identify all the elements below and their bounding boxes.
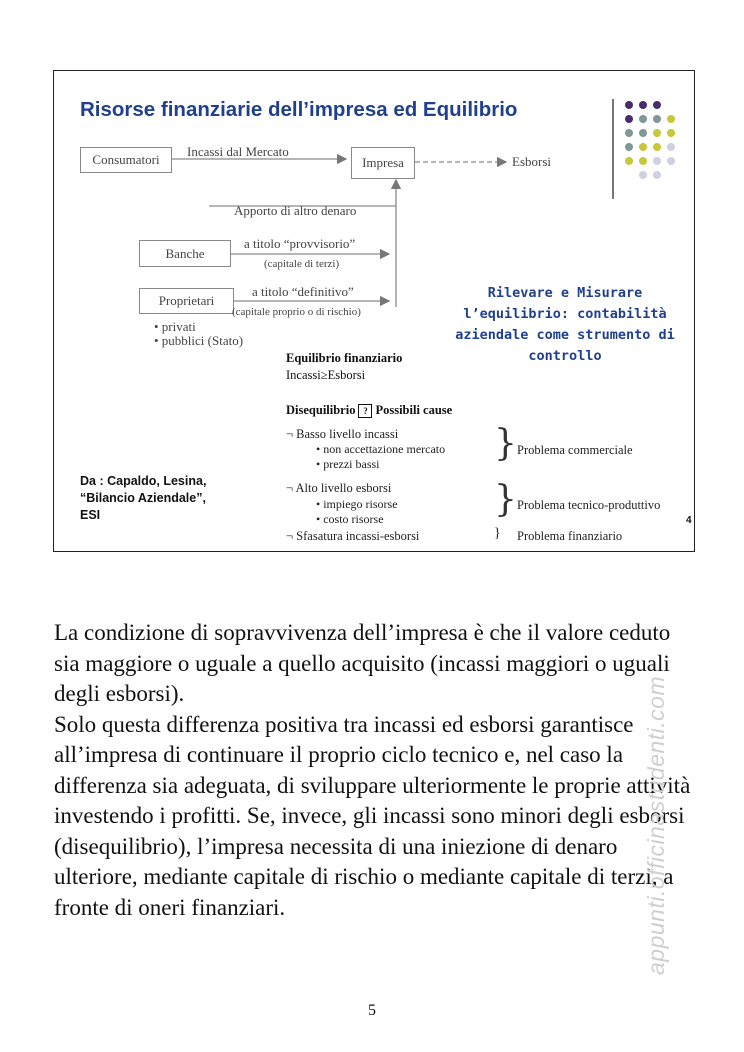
question-box-icon: ? xyxy=(358,404,372,418)
brace-icon: } xyxy=(494,479,517,520)
equilibrium-heading: Equilibrio finanziario xyxy=(286,351,403,365)
body-paragraph: Solo questa differenza positiva tra incassi ed esborsi garantisce all’impresa di continuare il proprio ciclo tecnico e, nel caso la differenza sia adeguata, di sviluppare ulteriormente le proprie attività investendo i profitti. Se, invece, gli incassi sono minori degli esborsi (disequilibrio), l’impresa necessita di una iniezione di denaro ulteriore, mediante capitale di rischio o mediante capitale di terzi, a fronte di oneri finanziari. xyxy=(54,711,691,920)
causes-heading: Possibili cause xyxy=(375,403,453,417)
proprietari-box: Proprietari xyxy=(139,288,234,314)
cause-label: ¬ Basso livello incassi xyxy=(286,427,399,441)
provvisorio-label: a titolo “provvisorio” xyxy=(244,236,356,251)
apporto-label: Apporto di altro denaro xyxy=(234,203,357,218)
slide-image xyxy=(53,70,695,552)
impresa-box: Impresa xyxy=(351,147,415,179)
esborsi-label: Esborsi xyxy=(512,154,551,169)
watermark: appunti.officinastudenti.com xyxy=(643,675,669,975)
cause-subitem: • prezzi bassi xyxy=(316,457,380,471)
problem-label: Problema tecnico-produttivo xyxy=(517,498,661,512)
equilibrium-condition: Incassi≥Esborsi xyxy=(286,368,366,382)
problem-label: Problema commerciale xyxy=(517,443,633,457)
cause-label: ¬ Sfasatura incassi-esborsi xyxy=(286,529,420,543)
banche-box: Banche xyxy=(139,240,231,267)
side-note: Rilevare e Misurare l’equilibrio: contabilità aziendale come strumento di controllo xyxy=(455,285,675,364)
capitale-terzi-label: (capitale di terzi) xyxy=(264,258,340,270)
disequilibrium-heading: Disequilibrio xyxy=(286,403,356,417)
slide-number: 4 xyxy=(686,515,692,526)
cause-subitem: • non accettazione mercato xyxy=(316,442,446,456)
definitivo-label: a titolo “definitivo” xyxy=(252,284,354,299)
cause-label: ¬ Alto livello esborsi xyxy=(286,481,392,495)
privati-label: • privati xyxy=(154,319,196,334)
cause-subitem: • costo risorse xyxy=(316,512,384,526)
cause-subitem: • impiego risorse xyxy=(316,497,398,511)
problem-label: Problema finanziario xyxy=(517,529,623,543)
source-citation: Da : Capaldo, Lesina, “Bilancio Aziendale”, ESI xyxy=(80,474,207,522)
brace-icon: } xyxy=(494,526,501,541)
disequilibrium-row xyxy=(286,403,452,418)
pubblici-label: • pubblici (Stato) xyxy=(154,333,244,348)
slide-title: Risorse finanziarie dell’impresa ed Equilibrio xyxy=(80,98,518,121)
body-text xyxy=(54,618,694,923)
brace-icon: } xyxy=(494,423,517,464)
incassi-label: Incassi dal Mercato xyxy=(187,144,289,159)
capitale-proprio-label: (capitale proprio o di rischio) xyxy=(232,306,361,318)
consumatori-box: Consumatori xyxy=(80,147,172,173)
page-number: 5 xyxy=(368,1002,376,1019)
body-paragraph: La condizione di sopravvivenza dell’impresa è che il valore ceduto sia maggiore o uguale a quello acquisito (incassi maggiori o uguali degli esborsi). xyxy=(54,620,671,706)
